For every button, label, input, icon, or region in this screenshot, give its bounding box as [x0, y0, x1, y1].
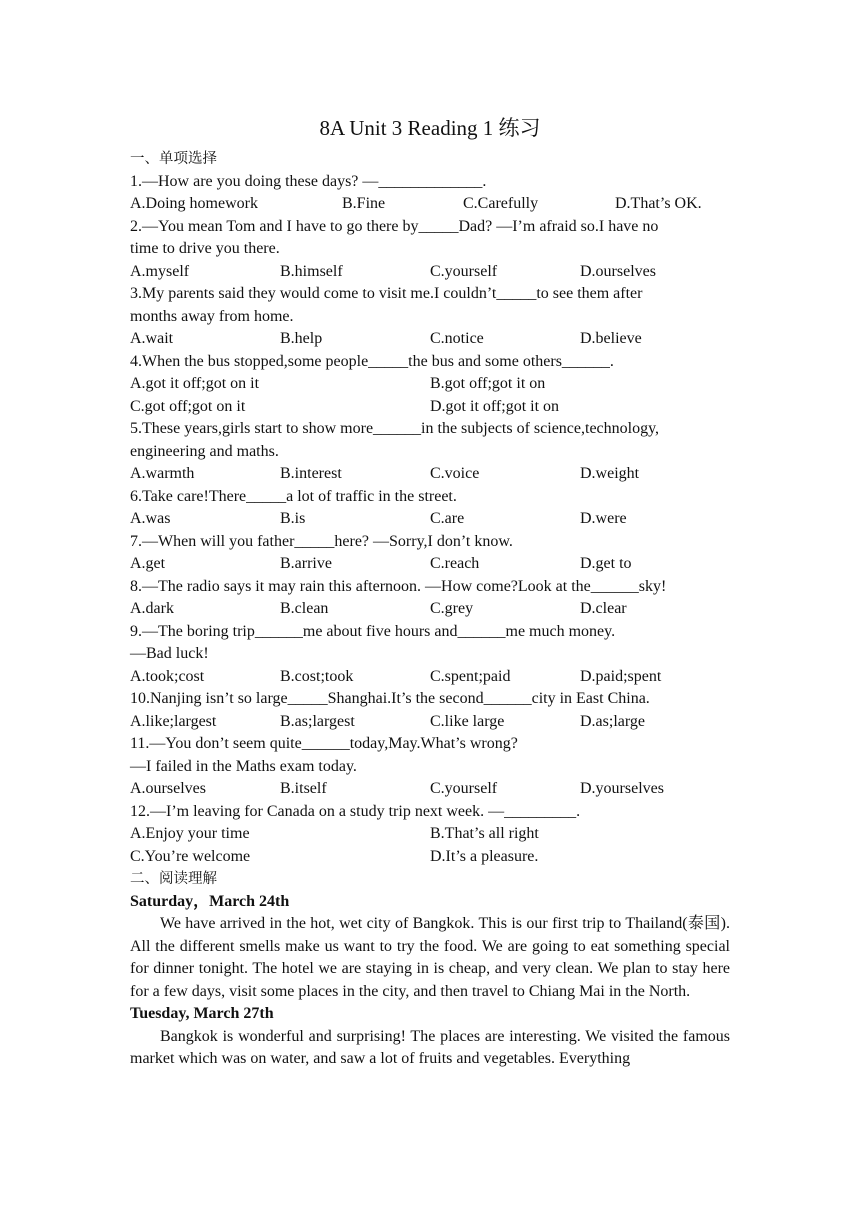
answer-options	[130, 711, 730, 734]
option-b: B.got off;got it on	[430, 375, 546, 392]
diary-date: Saturday，March 24th	[130, 892, 290, 910]
question-text: 3.My parents said they would come to visit me.I couldn’t_____to see them after	[130, 285, 643, 302]
question-11	[130, 733, 730, 801]
option-b: B.clean	[280, 600, 329, 617]
section-heading-choice: 一、单项选择	[130, 151, 217, 167]
question-text: 6.Take care!There_____a lot of traffic in the street.	[130, 487, 457, 505]
answer-options	[130, 553, 730, 576]
option-d: D.That’s OK.	[615, 195, 702, 212]
question-text-cont: time to drive you there.	[130, 240, 280, 257]
answer-options	[130, 823, 730, 846]
option-b: B.itself	[280, 780, 327, 797]
question-text: 9.—The boring trip______me about five hours and______me much money.	[130, 622, 616, 640]
option-b: B.is	[280, 510, 306, 527]
option-d: D.ourselves	[580, 262, 656, 280]
option-d: D.believe	[580, 330, 642, 347]
option-a: A.ourselves	[130, 780, 206, 797]
diary-paragraph: Bangkok is wonderful and surprising! The places are interesting. We visited the famous market which was on water, and saw a lot of fruits and vegetables. Everything	[130, 1027, 730, 1067]
question-text: 1.—How are you doing these days? —_____________.	[130, 172, 487, 190]
question-text: 7.—When will you father_____here? —Sorry,I don’t know.	[130, 532, 513, 550]
option-b: B.as;largest	[280, 712, 355, 730]
question-1	[130, 171, 730, 216]
option-d: D.paid;spent	[580, 667, 662, 685]
option-b: B.arrive	[280, 555, 332, 572]
option-c: C.notice	[430, 330, 484, 347]
option-a: A.like;largest	[130, 712, 217, 730]
answer-options	[130, 778, 730, 801]
question-text-cont: months away from home.	[130, 307, 294, 325]
option-c: C.You’re welcome	[130, 847, 251, 865]
diary-paragraph: We have arrived in the hot, wet city of Bangkok. This is our first trip to Thailand(泰国). All the different smells make us want to try the food. We are going to eat something special for dinner tonight. The hotel we are staying in is cheap, and very clean. We plan to stay here for a few days, visit some places in the city, and then travel to Chiang Mai in the North.	[130, 915, 730, 1000]
question-3	[130, 283, 730, 351]
option-d: D.yourselves	[580, 780, 664, 797]
option-a: A.myself	[130, 262, 190, 280]
question-text: 12.—I’m leaving for Canada on a study trip next week. —_________.	[130, 802, 581, 820]
question-text: 4.When the bus stopped,some people_____the bus and some others______.	[130, 352, 614, 370]
option-d: D.get to	[580, 555, 632, 572]
option-c: C.voice	[430, 465, 480, 482]
answer-options	[130, 328, 730, 351]
worksheet-body	[130, 148, 730, 1071]
option-c: C.like large	[430, 712, 505, 730]
question-7	[130, 531, 730, 576]
section-heading-reading: 二、阅读理解	[130, 871, 217, 887]
option-d: D.as;large	[580, 712, 646, 730]
option-c: C.yourself	[430, 262, 498, 280]
option-b: B.Fine	[342, 195, 386, 212]
question-text: 5.These years,girls start to show more______in the subjects of science,technology,	[130, 420, 660, 437]
answer-options	[130, 598, 730, 621]
option-a: A.Enjoy your time	[130, 825, 250, 842]
option-a: A.dark	[130, 600, 174, 617]
option-c: C.reach	[430, 555, 480, 572]
question-text: 10.Nanjing isn’t so large_____Shanghai.It’s the second______city in East China.	[130, 690, 650, 707]
question-text-cont: engineering and maths.	[130, 442, 279, 460]
diary-date: Tuesday, March 27th	[130, 1005, 274, 1022]
option-c: C.Carefully	[463, 195, 539, 212]
answer-options	[130, 261, 730, 284]
option-c: C.got off;got on it	[130, 397, 246, 415]
option-a: A.warmth	[130, 465, 195, 482]
option-a: A.Doing homework	[130, 195, 258, 212]
question-12	[130, 801, 730, 869]
answer-options	[130, 508, 730, 531]
option-c: C.are	[430, 510, 465, 527]
page-title: 8A Unit 3 Reading 1 练习	[319, 116, 541, 140]
question-text: 11.—You don’t seem quite______today,May.What’s wrong?	[130, 735, 518, 752]
option-d: D.got it off;got it on	[430, 397, 560, 415]
answer-options	[130, 463, 730, 486]
answer-options	[130, 396, 730, 419]
option-c: C.yourself	[430, 780, 498, 797]
option-d: D.were	[580, 510, 627, 527]
question-6	[130, 486, 730, 531]
option-a: A.took;cost	[130, 667, 205, 685]
question-text-cont: —I failed in the Maths exam today.	[130, 757, 357, 775]
option-b: B.cost;took	[280, 667, 354, 685]
question-2	[130, 216, 730, 284]
answer-options	[130, 193, 730, 216]
option-a: A.got it off;got on it	[130, 375, 260, 392]
question-9	[130, 621, 730, 689]
option-c: C.spent;paid	[430, 667, 511, 685]
question-4	[130, 351, 730, 419]
question-text: 8.—The radio says it may rain this afternoon. —How come?Look at the______sky!	[130, 577, 667, 595]
option-b: B.himself	[280, 262, 343, 280]
question-text: 2.—You mean Tom and I have to go there by_____Dad? —I’m afraid so.I have no	[130, 217, 659, 235]
answer-options	[130, 846, 730, 869]
option-b: B.interest	[280, 465, 342, 482]
question-10	[130, 688, 730, 733]
answer-options	[130, 373, 730, 396]
option-a: A.get	[130, 555, 166, 572]
option-d: D.clear	[580, 600, 627, 617]
option-d: D.It’s a pleasure.	[430, 847, 539, 865]
question-8	[130, 576, 730, 621]
option-b: B.help	[280, 330, 323, 347]
option-b: B.That’s all right	[430, 825, 539, 842]
option-d: D.weight	[580, 465, 640, 482]
question-text-cont: —Bad luck!	[130, 645, 209, 662]
answer-options	[130, 666, 730, 689]
option-a: A.wait	[130, 330, 174, 347]
option-c: C.grey	[430, 600, 474, 617]
question-5	[130, 418, 730, 486]
option-a: A.was	[130, 510, 171, 527]
